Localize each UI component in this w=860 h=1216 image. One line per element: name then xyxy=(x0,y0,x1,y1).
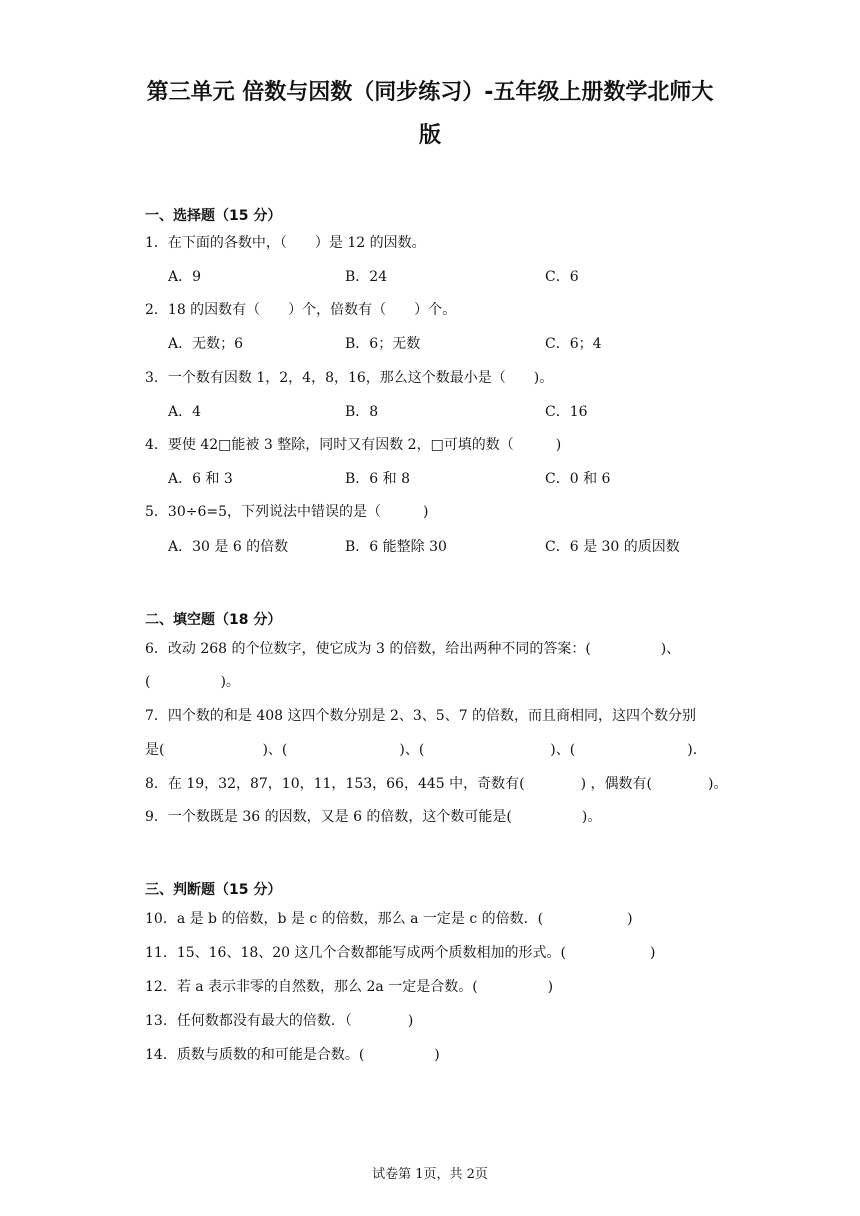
q2-option-c: C．6；4 xyxy=(545,336,602,352)
q4-option-c: C．0 和 6 xyxy=(545,471,611,487)
question-10: 10．a 是 b 的倍数，b 是 c 的倍数，那么 a 一定是 c 的倍数．( ) xyxy=(145,911,633,927)
section-heading-fill: 二、填空题（18 分） xyxy=(145,612,282,628)
q2-option-b: B．6；无数 xyxy=(345,336,421,352)
section-heading-judge: 三、判断题（15 分） xyxy=(145,882,282,898)
question-12: 12．若 a 表示非零的自然数，那么 2a 一定是合数。( ) xyxy=(145,979,554,995)
question-13: 13．任何数都没有最大的倍数．（ ) xyxy=(145,1013,414,1029)
question-5: 5．30÷6=5，下列说法中错误的是（ ) xyxy=(145,504,429,520)
q2-option-a: A．无数；6 xyxy=(168,336,244,352)
q5-option-c: C．6 是 30 的质因数 xyxy=(545,539,680,555)
q5-option-a: A．30 是 6 的倍数 xyxy=(168,539,289,555)
question-2: 2．18 的因数有（ ）个，倍数有（ ）个。 xyxy=(145,302,457,318)
question-6-line2: ( )。 xyxy=(145,674,240,690)
question-14: 14．质数与质数的和可能是合数。( ) xyxy=(145,1047,440,1063)
document-title-line1: 第三单元 倍数与因数（同步练习）-五年级上册数学北师大 xyxy=(146,80,714,105)
document-title-line2: 版 xyxy=(418,123,441,148)
question-7-line1: 7．四个数的和是 408 这四个数分别是 2、3、5、7 的倍数，而且商相同，这四个数分别 xyxy=(145,708,697,724)
q3-option-c: C．16 xyxy=(545,404,588,420)
question-8: 8．在 19，32，87，10，11，153，66，445 中，奇数有( ) ，偶数有( )。 xyxy=(145,776,728,792)
question-11: 11．15、16、18、20 这几个合数都能写成两个质数相加的形式。( ) xyxy=(145,945,656,961)
question-9: 9．一个数既是 36 的因数，又是 6 的倍数，这个数可能是( )。 xyxy=(145,809,602,825)
q1-option-b: B．24 xyxy=(345,269,388,285)
q3-option-b: B．8 xyxy=(345,404,379,420)
q3-option-a: A．4 xyxy=(168,404,202,420)
q5-option-b: B．6 能整除 30 xyxy=(345,539,447,555)
question-3: 3．一个数有因数 1，2，4，8，16，那么这个数最小是（ )。 xyxy=(145,370,554,386)
question-1: 1．在下面的各数中，（ ）是 12 的因数。 xyxy=(145,235,426,251)
question-4: 4．要使 42□能被 3 整除，同时又有因数 2，□可填的数（ ) xyxy=(145,437,562,453)
page-footer: 试卷第 1页，共 2页 xyxy=(372,1167,488,1182)
q4-option-a: A．6 和 3 xyxy=(168,471,233,487)
q1-option-c: C．6 xyxy=(545,269,579,285)
question-7-line2: 是( )、( )、( )、( ). xyxy=(145,742,698,758)
q1-option-a: A．9 xyxy=(168,269,202,285)
q4-option-b: B．6 和 8 xyxy=(345,471,411,487)
section-heading-choice: 一、选择题（15 分） xyxy=(145,208,282,224)
question-6-line1: 6．改动 268 的个位数字，使它成为 3 的倍数，给出两种不同的答案：( )、 xyxy=(145,641,681,657)
